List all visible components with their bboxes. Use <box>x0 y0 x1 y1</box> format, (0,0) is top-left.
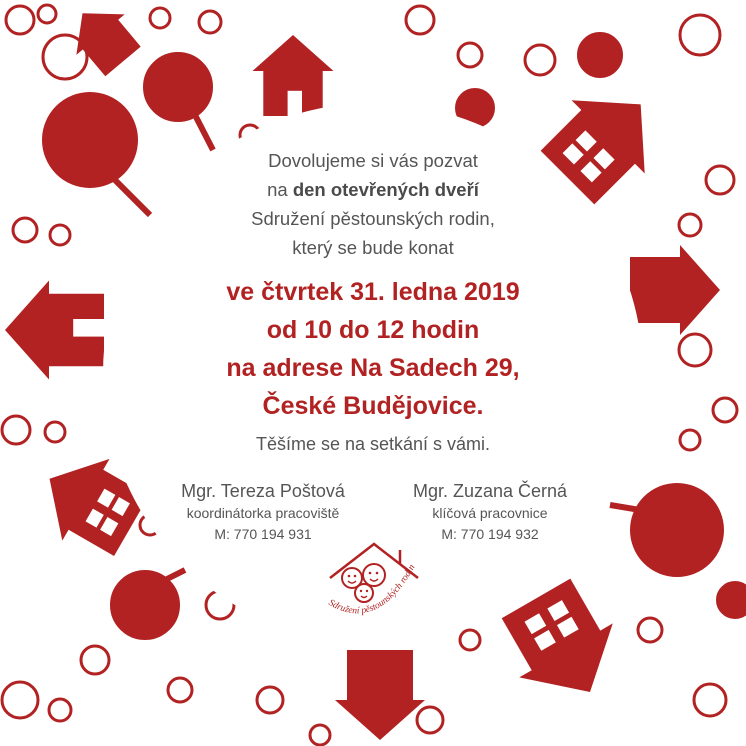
intro-prefix: na <box>267 179 293 200</box>
contact-name: Mgr. Zuzana Černá <box>412 481 568 501</box>
event-date: ve čtvrtek 31. ledna 2019 <box>226 278 520 306</box>
logo-text: Sdružení pěstounských rodin <box>326 563 418 617</box>
house-icon <box>335 650 425 740</box>
house-icon <box>253 35 334 116</box>
greeting: Těšíme se na setkání s vámi. <box>255 434 491 454</box>
contact-role: klíčová pracovnice <box>432 505 548 521</box>
contact-role: koordinátorka pracoviště <box>186 505 340 521</box>
family-house-logo-icon <box>322 538 426 630</box>
intro-line: který se bude konat <box>292 237 454 258</box>
event-time: od 10 do 12 hodin <box>266 316 480 344</box>
intro-text <box>0 146 746 262</box>
contact-phone[interactable]: M: 770 194 932 <box>441 526 539 542</box>
contact-card <box>375 479 605 545</box>
contact-name: Mgr. Tereza Poštová <box>181 481 345 501</box>
contact-phone[interactable]: M: 770 194 931 <box>214 526 312 542</box>
event-details <box>0 273 746 425</box>
event-city: České Budějovice. <box>262 392 484 420</box>
event-name: den otevřených dveří <box>292 179 479 200</box>
contact-card <box>148 479 378 545</box>
event-address: na adrese Na Sadech 29, <box>226 354 520 382</box>
intro-line: Sdružení pěstounských rodin, <box>251 208 495 229</box>
intro-line <box>0 175 746 204</box>
house-icon <box>58 0 147 82</box>
intro-line: Dovolujeme si vás pozvat <box>268 150 478 171</box>
